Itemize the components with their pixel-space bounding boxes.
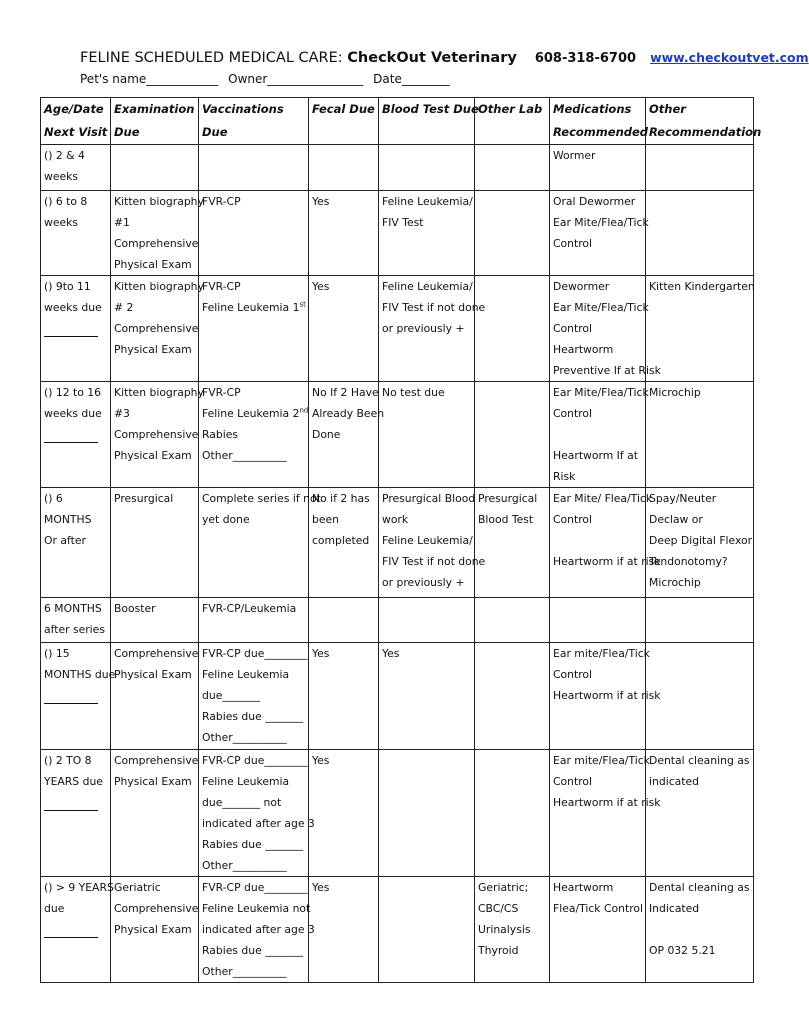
column-header-text: Fecal Due: [312, 102, 375, 116]
cell-text[interactable]: Other__________: [202, 965, 287, 978]
cell-text: Feline Leukemia/: [382, 195, 473, 208]
cell-text: Yes: [312, 754, 330, 767]
cell-text: Dental cleaning as: [649, 881, 750, 894]
table-row: [41, 145, 754, 191]
table-row: [41, 643, 754, 750]
table-cell-vaccinations: [199, 643, 309, 750]
column-header-text: Next Visit: [44, 125, 108, 139]
table-cell-other-recommendation: [646, 276, 754, 382]
table-cell-other-recommendation: [646, 750, 754, 877]
cell-text: Declaw or: [649, 513, 703, 526]
cell-text: Comprehensive: [114, 754, 199, 767]
table-cell-other-recommendation: [646, 382, 754, 488]
cell-text: Heartworm if at risk: [553, 689, 661, 702]
table-cell-medications: [550, 643, 661, 750]
cell-text: Heartworm: [553, 343, 614, 356]
cell-text: Comprehensive: [114, 647, 199, 660]
cell-text: Blood Test: [478, 513, 534, 526]
date-field[interactable]: Date________: [373, 72, 450, 86]
cell-text: () 12 to 16: [44, 386, 102, 399]
cell-text: Ear Mite/Flea/Tick: [553, 301, 649, 314]
cell-text: Oral Dewormer: [553, 195, 636, 208]
form-title: [80, 50, 517, 66]
cell-text: Comprehensive: [114, 322, 199, 335]
table-cell-other-recommendation: [646, 598, 754, 643]
table-cell-other-recommendation: [646, 191, 754, 276]
cell-text: Presurgical Blood: [382, 492, 476, 505]
cell-text: been: [312, 513, 339, 526]
table-cell-other-lab: [475, 145, 550, 191]
table-cell-fecal: [309, 145, 379, 191]
column-header-text: Recommendation: [649, 125, 762, 139]
cell-text: Indicated: [649, 902, 700, 915]
cell-text: Feline Leukemia 1st: [202, 300, 306, 314]
cell-text: Yes: [312, 280, 330, 293]
table-cell-examination: [111, 750, 199, 877]
table-cell-fecal: [309, 382, 385, 488]
table-cell-fecal: [309, 643, 379, 750]
table-cell-examination: [111, 382, 204, 488]
table-cell-medications: [550, 191, 649, 276]
cell-text: [649, 919, 750, 940]
table-cell-vaccinations: [199, 382, 309, 488]
cell-text: #3: [114, 407, 130, 420]
table-row: [41, 276, 754, 382]
column-header-text: Due: [114, 125, 140, 139]
cell-text: Presurgical: [114, 492, 174, 505]
cell-text: Presurgical: [478, 492, 538, 505]
due-date-blank[interactable]: [44, 324, 98, 337]
cell-text: Physical Exam: [114, 343, 192, 356]
cell-text: [553, 530, 642, 551]
table-row: [41, 382, 754, 488]
cell-text[interactable]: Other__________: [202, 731, 287, 744]
table-row: [41, 488, 754, 598]
cell-text: FIV Test if not done: [382, 301, 486, 314]
table-cell-age-date: [41, 877, 114, 983]
table-cell-other-lab: [475, 750, 550, 877]
table-cell-other-recommendation: [646, 643, 754, 750]
cell-text: Feline Leukemia not: [202, 902, 311, 915]
cell-text[interactable]: Rabies due _______: [202, 944, 303, 957]
cell-text: Heartworm if at risk: [553, 555, 661, 568]
cell-text: YEARS due: [44, 775, 103, 788]
cell-text: Dental cleaning as: [649, 754, 750, 767]
cell-text: Flea/Tick Control: [553, 902, 644, 915]
cell-text: Comprehensive: [114, 428, 199, 441]
cell-text: weeks due: [44, 407, 102, 420]
table-cell-other-lab: [475, 643, 550, 750]
cell-text: after series: [44, 623, 105, 636]
cell-text: indicated: [649, 775, 699, 788]
cell-text: completed: [312, 534, 370, 547]
table-cell-age-date: [41, 145, 111, 191]
cell-text: weeks: [44, 170, 78, 183]
cell-text: work: [382, 513, 409, 526]
cell-text: Microchip: [649, 576, 701, 589]
cell-text[interactable]: FVR-CP due________: [202, 754, 308, 767]
cell-text: Ear Mite/ Flea/Tick: [553, 492, 653, 505]
cell-text: CBC/CS: [478, 902, 519, 915]
table-cell-fecal: [309, 488, 379, 598]
table-cell-blood-test: [379, 877, 475, 983]
cell-text: Spay/Neuter: [649, 492, 717, 505]
cell-text: FVR-CP/Leukemia: [202, 602, 297, 615]
cell-text: () 6: [44, 492, 63, 505]
cell-text[interactable]: FVR-CP due________: [202, 647, 308, 660]
cell-text: Microchip: [649, 386, 701, 399]
cell-text: OP 032 5.21: [649, 944, 716, 957]
header-fields-line: [80, 72, 740, 86]
cell-text: () 9to 11: [44, 280, 91, 293]
table-cell-fecal: [309, 276, 379, 382]
cell-text: Rabies: [202, 428, 239, 441]
cell-text: No test due: [382, 386, 445, 399]
table-cell-medications: [550, 382, 649, 488]
cell-text: Yes: [312, 647, 330, 660]
column-header-other-recommendation: [646, 98, 762, 145]
cell-text: () 2 TO 8: [44, 754, 92, 767]
table-cell-other-lab: [475, 276, 550, 382]
cell-text: Geriatric: [114, 881, 161, 894]
cell-text: #1: [114, 216, 130, 229]
table-cell-examination: [111, 598, 199, 643]
cell-text: Thyroid: [478, 944, 519, 957]
table-cell-vaccinations: [199, 750, 315, 877]
cell-text: # 2: [114, 301, 134, 314]
column-header-vaccinations: [199, 98, 309, 145]
cell-text: Heartworm If at: [553, 449, 638, 462]
cell-text: Urinalysis: [478, 923, 531, 936]
cell-text: Wormer: [553, 149, 596, 162]
medical-care-table: [40, 97, 762, 983]
cell-text[interactable]: FVR-CP due________: [202, 881, 308, 894]
due-date-blank[interactable]: [44, 430, 98, 443]
table-row: [41, 750, 754, 877]
table-cell-blood-test: [379, 488, 486, 598]
table-cell-fecal: [309, 877, 379, 983]
column-header-fecal: [309, 98, 379, 145]
table-cell-medications: [550, 877, 646, 983]
form-header: [80, 50, 809, 86]
table-cell-other-lab: [475, 191, 550, 276]
pet-name-field[interactable]: Pet's name____________: [80, 72, 219, 86]
table-cell-blood-test: [379, 643, 475, 750]
table-cell-blood-test: [379, 145, 475, 191]
cell-text: Heartworm: [553, 881, 614, 894]
table-cell-other-lab: [475, 598, 550, 643]
cell-text: Geriatric;: [478, 881, 529, 894]
table-cell-vaccinations: [199, 191, 309, 276]
cell-text: Control: [553, 775, 593, 788]
cell-text[interactable]: Other__________: [202, 449, 287, 462]
cell-text: or previously +: [382, 576, 465, 589]
cell-text: or previously +: [382, 322, 465, 335]
table-cell-vaccinations: [199, 488, 321, 598]
column-header-age-date: [41, 98, 111, 145]
table-cell-vaccinations: [199, 877, 315, 983]
cell-text: Physical Exam: [114, 923, 192, 936]
table-cell-blood-test: [379, 382, 475, 488]
cell-text: MONTHS due: [44, 668, 116, 681]
cell-text: Kitten biography: [114, 280, 204, 293]
cell-text: Control: [553, 322, 593, 335]
table-cell-blood-test: [379, 598, 475, 643]
table-cell-examination: [111, 877, 199, 983]
cell-text: 6 MONTHS: [44, 602, 102, 615]
table-cell-age-date: [41, 598, 111, 643]
cell-text: FIV Test if not done: [382, 555, 486, 568]
cell-text: Ear mite/Flea/Tick: [553, 754, 650, 767]
table-cell-medications: [550, 276, 661, 382]
cell-text: Ear Mite/Flea/Tick: [553, 216, 649, 229]
header-title-line: [80, 50, 809, 66]
table-cell-age-date: [41, 191, 111, 276]
table-cell-blood-test: [379, 750, 475, 877]
table-cell-other-recommendation: [646, 145, 754, 191]
table-cell-age-date: [41, 750, 111, 877]
cell-text[interactable]: due_______ not: [202, 796, 282, 809]
cell-text: Already Been: [312, 407, 385, 420]
table-row: [41, 877, 754, 983]
column-header-text: Blood Test Due: [382, 102, 479, 116]
cell-text: Control: [553, 237, 593, 250]
cell-text: FIV Test: [382, 216, 424, 229]
table-header-row: [41, 98, 754, 145]
cell-text: Risk: [553, 470, 576, 483]
table-cell-medications: [550, 145, 646, 191]
table-cell-blood-test: [379, 276, 486, 382]
table-cell-medications: [550, 750, 661, 877]
column-header-examination: [111, 98, 199, 145]
table-cell-examination: [111, 276, 204, 382]
cell-text: Comprehensive: [114, 237, 199, 250]
column-header-text: Due: [202, 125, 228, 139]
cell-text: Feline Leukemia/: [382, 534, 473, 547]
cell-text: () > 9 YEARS: [44, 881, 114, 894]
column-header-text: Medications: [553, 102, 632, 116]
cell-text: () 2 & 4: [44, 149, 85, 162]
column-header-text: Other: [649, 102, 686, 116]
column-header-medications: [550, 98, 649, 145]
cell-text: Control: [553, 668, 593, 681]
cell-text: Kitten Kindergarten: [649, 280, 755, 293]
table-cell-vaccinations: [199, 276, 309, 382]
cell-text: FVR-CP: [202, 195, 241, 208]
table-cell-other-lab: [475, 382, 550, 488]
cell-text: Control: [553, 407, 593, 420]
cell-text: FVR-CP: [202, 386, 241, 399]
table-cell-age-date: [41, 488, 111, 598]
cell-text: Physical Exam: [114, 258, 192, 271]
due-date-blank[interactable]: [44, 798, 98, 811]
cell-text: Physical Exam: [114, 775, 192, 788]
table-cell-examination: [111, 488, 199, 598]
column-header-text: Age/Date: [44, 102, 104, 116]
column-header-text: Other Lab: [478, 102, 543, 116]
cell-text: Booster: [114, 602, 156, 615]
cell-text: indicated after age 3: [202, 923, 315, 936]
cell-text: weeks due: [44, 301, 102, 314]
cell-text: MONTHS: [44, 513, 92, 526]
table-cell-examination: [111, 191, 204, 276]
table-cell-medications: [550, 598, 646, 643]
cell-text: Deep Digital Flexor: [649, 534, 753, 547]
cell-text: () 6 to 8: [44, 195, 88, 208]
cell-text: Kitten biography: [114, 195, 204, 208]
cell-text: Yes: [312, 881, 330, 894]
cell-text: due: [44, 902, 65, 915]
cell-text: Dewormer: [553, 280, 610, 293]
cell-text[interactable]: Other__________: [202, 859, 287, 872]
table-cell-other-lab: [475, 488, 550, 598]
table-cell-examination: [111, 643, 199, 750]
table-row: [41, 598, 754, 643]
cell-text: Complete series if not: [202, 492, 321, 505]
cell-text: Feline Leukemia: [202, 775, 290, 788]
table-cell-age-date: [41, 643, 116, 750]
table-cell-fecal: [309, 191, 379, 276]
cell-text[interactable]: Rabies due _______: [202, 838, 303, 851]
cell-text: weeks: [44, 216, 78, 229]
table-cell-blood-test: [379, 191, 475, 276]
cell-text: Heartworm if at risk: [553, 796, 661, 809]
cell-text: No If 2 Have: [312, 386, 379, 399]
clinic-phone: 608-318-6700: [534, 51, 637, 66]
cell-text: Yes: [312, 195, 330, 208]
cell-text: FVR-CP: [202, 280, 241, 293]
cell-text: Feline Leukemia/: [382, 280, 473, 293]
cell-text: Or after: [44, 534, 86, 547]
cell-text: Physical Exam: [114, 449, 192, 462]
table-cell-other-recommendation: [646, 488, 754, 598]
cell-text[interactable]: due_______: [202, 689, 261, 702]
table-cell-medications: [550, 488, 661, 598]
cell-text: yet done: [202, 513, 250, 526]
table-cell-vaccinations: [199, 598, 309, 643]
cell-text: Comprehensive: [114, 902, 199, 915]
cell-text: [553, 424, 642, 445]
table-cell-fecal: [309, 750, 379, 877]
table-body: [41, 145, 754, 983]
column-header-other-lab: [475, 98, 550, 145]
cell-text: Ear mite/Flea/Tick: [553, 647, 650, 660]
cell-text: () 15: [44, 647, 70, 660]
column-header-text: Vaccinations: [202, 102, 284, 116]
due-date-blank[interactable]: [44, 691, 98, 704]
clinic-name: CheckOut Veterinary: [347, 50, 517, 66]
cell-text: Physical Exam: [114, 668, 192, 681]
cell-text: No if 2 has: [312, 492, 370, 505]
column-header-blood-test: [379, 98, 479, 145]
cell-text: Done: [312, 428, 341, 441]
table-cell-fecal: [309, 598, 379, 643]
table-cell-vaccinations: [199, 145, 309, 191]
due-date-blank[interactable]: [44, 925, 98, 938]
cell-text[interactable]: Rabies due _______: [202, 710, 303, 723]
cell-text: Control: [553, 513, 593, 526]
table-row: [41, 191, 754, 276]
table-cell-age-date: [41, 382, 111, 488]
cell-text: Feline Leukemia: [202, 668, 290, 681]
table-cell-other-lab: [475, 877, 550, 983]
form-title-prefix: FELINE SCHEDULED MEDICAL CARE:: [80, 50, 343, 66]
cell-text: Yes: [382, 647, 400, 660]
table-cell-examination: [111, 145, 199, 191]
column-header-text: Examination: [114, 102, 195, 116]
clinic-website-link[interactable]: www.checkoutvet.com: [650, 50, 809, 65]
column-header-text: Recommended: [553, 125, 649, 139]
table-cell-age-date: [41, 276, 111, 382]
cell-text: indicated after age 3: [202, 817, 315, 830]
cell-text: Ear Mite/Flea/Tick: [553, 386, 649, 399]
cell-text: Preventive If at Risk: [553, 364, 661, 377]
cell-text: Kitten biography: [114, 386, 204, 399]
table-cell-other-recommendation: [646, 877, 754, 983]
owner-field[interactable]: Owner________________: [228, 72, 364, 86]
cell-text: Tendonotomy?: [649, 555, 728, 568]
cell-text: Feline Leukemia 2nd: [202, 406, 309, 420]
